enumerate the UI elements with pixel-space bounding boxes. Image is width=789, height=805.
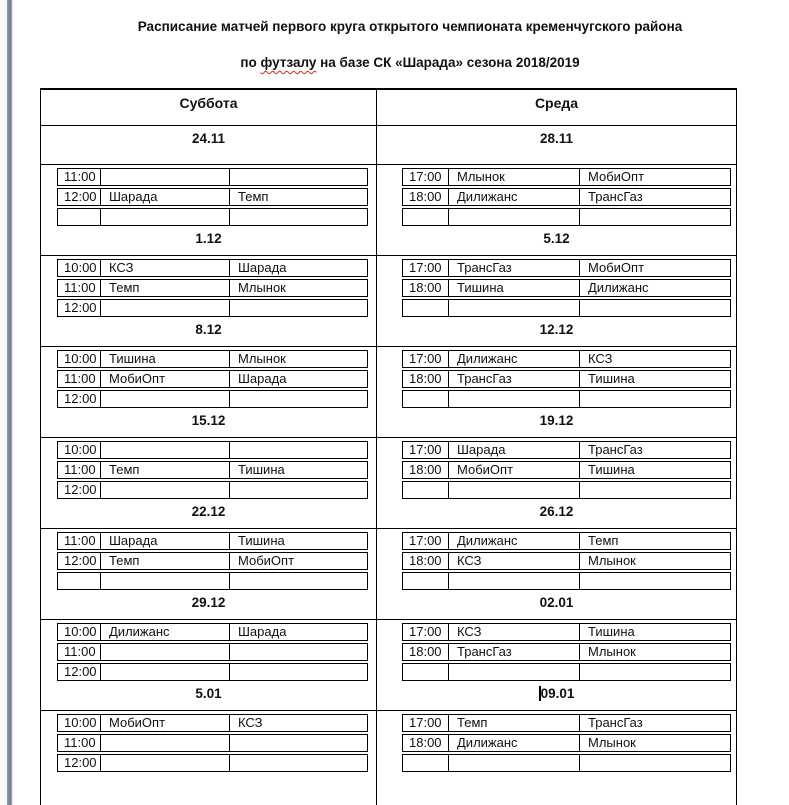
- away-team-cell[interactable]: [229, 572, 368, 590]
- home-team-cell[interactable]: [100, 734, 229, 752]
- date-label[interactable]: 8.12: [195, 322, 222, 337]
- saturday-column-cell: [41, 256, 376, 346]
- home-team-cell[interactable]: [448, 188, 579, 206]
- time-cell[interactable]: 11:00: [57, 168, 100, 186]
- home-team-cell[interactable]: [448, 370, 579, 388]
- team-name: Шарада: [109, 533, 158, 548]
- date-label[interactable]: 15.12: [191, 413, 226, 428]
- match-row: [402, 714, 731, 732]
- match-row: [402, 643, 731, 661]
- match-row: [402, 259, 731, 277]
- time-cell[interactable]: [402, 299, 448, 317]
- away-team-cell[interactable]: [579, 441, 731, 459]
- match-row: [402, 754, 731, 772]
- match-row: [57, 734, 368, 752]
- match-row: [57, 714, 368, 732]
- title-line-2-pre: по: [240, 55, 261, 70]
- time-cell[interactable]: 18:00: [402, 370, 448, 388]
- time-cell[interactable]: 12:00: [57, 481, 100, 499]
- match-row: [57, 552, 368, 570]
- home-team-cell[interactable]: [448, 279, 579, 297]
- time-cell[interactable]: 10:00: [57, 623, 100, 641]
- date-label[interactable]: 5.12: [543, 231, 570, 246]
- team-name: ТрансГаз: [588, 715, 643, 730]
- round-row: [41, 619, 736, 710]
- away-team-cell[interactable]: [579, 350, 731, 368]
- match-row: [57, 350, 368, 368]
- date-label[interactable]: 26.12: [539, 504, 574, 519]
- saturday-column-cell: [41, 438, 376, 528]
- time-cell[interactable]: 12:00: [57, 188, 100, 206]
- match-row: [57, 643, 368, 661]
- home-team-cell[interactable]: [100, 623, 229, 641]
- time-cell[interactable]: 12:00: [57, 754, 100, 772]
- away-team-cell[interactable]: [579, 734, 731, 752]
- away-team-cell[interactable]: [579, 279, 731, 297]
- team-name: Млынок: [588, 553, 636, 568]
- time-cell[interactable]: [402, 481, 448, 499]
- wednesday-header-cell[interactable]: Среда: [376, 90, 736, 125]
- time-cell[interactable]: 12:00: [57, 552, 100, 570]
- time-cell[interactable]: 10:00: [57, 714, 100, 732]
- schedule-table: [40, 88, 737, 805]
- matches-table: [57, 712, 368, 774]
- time-cell[interactable]: 18:00: [402, 734, 448, 752]
- home-team-cell[interactable]: [100, 279, 229, 297]
- round-row: [41, 346, 736, 437]
- home-team-cell[interactable]: [100, 532, 229, 550]
- match-row: [57, 259, 368, 277]
- match-row: [402, 461, 731, 479]
- window-edge: [0, 0, 13, 805]
- home-team-cell[interactable]: [448, 350, 579, 368]
- away-team-cell[interactable]: [229, 188, 368, 206]
- wednesday-column-cell: [376, 256, 736, 346]
- home-team-cell[interactable]: [100, 754, 229, 772]
- team-name: КСЗ: [588, 351, 613, 366]
- round-row: [41, 164, 736, 255]
- saturday-column-cell: [41, 620, 376, 710]
- home-team-cell[interactable]: [100, 208, 229, 226]
- home-team-cell[interactable]: [100, 390, 229, 408]
- team-name: Шарада: [109, 189, 158, 204]
- home-team-cell[interactable]: [448, 168, 579, 186]
- team-name: МобиОпт: [109, 371, 166, 386]
- away-team-cell[interactable]: [579, 208, 731, 226]
- match-row: [402, 532, 731, 550]
- date-label[interactable]: 12.12: [539, 322, 574, 337]
- home-team-cell[interactable]: [448, 208, 579, 226]
- date-label[interactable]: 02.01: [539, 595, 574, 610]
- match-row: [57, 441, 368, 459]
- time-cell[interactable]: 17:00: [402, 532, 448, 550]
- time-cell[interactable]: 17:00: [402, 259, 448, 277]
- schedule-blocks: [41, 164, 736, 805]
- team-name: Млынок: [588, 644, 636, 659]
- date-label[interactable]: 09.01: [540, 686, 575, 702]
- team-name: КСЗ: [109, 260, 134, 275]
- team-name: ТрансГаз: [588, 442, 643, 457]
- title-line-1[interactable]: Расписание матчей первого круга открытого чемпионата кременчугского района: [137, 19, 683, 34]
- away-team-cell[interactable]: [229, 208, 368, 226]
- home-team-cell[interactable]: [448, 532, 579, 550]
- home-team-cell[interactable]: [448, 754, 579, 772]
- team-name: Тишина: [109, 351, 156, 366]
- team-name: ТрансГаз: [457, 260, 512, 275]
- time-cell[interactable]: 17:00: [402, 623, 448, 641]
- away-team-cell[interactable]: [579, 461, 731, 479]
- team-name: МобиОпт: [588, 169, 645, 184]
- time-cell[interactable]: [402, 572, 448, 590]
- time-cell[interactable]: 11:00: [57, 461, 100, 479]
- away-team-cell[interactable]: [579, 552, 731, 570]
- time-cell[interactable]: 17:00: [402, 441, 448, 459]
- round-row: [41, 255, 736, 346]
- match-row: [402, 350, 731, 368]
- team-name: Темп: [588, 533, 619, 548]
- matches-table: [57, 257, 368, 319]
- home-team-cell[interactable]: [100, 370, 229, 388]
- time-cell[interactable]: 10:00: [57, 259, 100, 277]
- match-row: [402, 441, 731, 459]
- team-name: Темп: [109, 280, 140, 295]
- team-name: Темп: [457, 715, 488, 730]
- team-name: Тишина: [588, 462, 635, 477]
- matches-table: [402, 621, 731, 683]
- away-team-cell[interactable]: [579, 481, 731, 499]
- away-team-cell[interactable]: [579, 370, 731, 388]
- home-team-cell[interactable]: [448, 552, 579, 570]
- wednesday-column-cell: [376, 347, 736, 437]
- away-team-cell[interactable]: [579, 714, 731, 732]
- match-row: [57, 532, 368, 550]
- matches-table: [57, 348, 368, 410]
- away-team-cell[interactable]: [229, 714, 368, 732]
- time-cell[interactable]: [402, 754, 448, 772]
- team-name: Темп: [109, 462, 140, 477]
- home-team-cell[interactable]: [448, 623, 579, 641]
- wednesday-column-cell: [376, 438, 736, 528]
- away-team-cell[interactable]: [579, 390, 731, 408]
- match-row: [402, 572, 731, 590]
- date-label[interactable]: 22.12: [191, 504, 226, 519]
- matches-table: [57, 530, 368, 592]
- match-row: [57, 279, 368, 297]
- team-name: Млынок: [238, 351, 286, 366]
- team-name: КСЗ: [238, 715, 263, 730]
- time-cell[interactable]: 18:00: [402, 643, 448, 661]
- home-team-cell[interactable]: [448, 390, 579, 408]
- away-team-cell[interactable]: [579, 643, 731, 661]
- matches-table: [402, 166, 731, 228]
- away-team-cell[interactable]: [229, 481, 368, 499]
- team-name: Темп: [109, 553, 140, 568]
- match-row: [57, 299, 368, 317]
- home-team-cell[interactable]: [448, 461, 579, 479]
- team-name: Шарада: [238, 371, 287, 386]
- home-team-cell[interactable]: [448, 299, 579, 317]
- match-row: [402, 481, 731, 499]
- home-team-cell[interactable]: [448, 714, 579, 732]
- wednesday-column-cell: [376, 529, 736, 619]
- match-row: [57, 208, 368, 226]
- wednesday-column-cell: [376, 165, 736, 255]
- wednesday-column-cell: [376, 620, 736, 710]
- away-team-cell[interactable]: [229, 168, 368, 186]
- home-team-cell[interactable]: [100, 188, 229, 206]
- match-row: [402, 390, 731, 408]
- home-team-cell[interactable]: [100, 350, 229, 368]
- home-team-cell[interactable]: [448, 572, 579, 590]
- team-name: Дилижанс: [588, 280, 649, 295]
- time-cell[interactable]: [402, 208, 448, 226]
- time-cell[interactable]: 11:00: [57, 734, 100, 752]
- time-cell[interactable]: 12:00: [57, 390, 100, 408]
- match-row: [57, 188, 368, 206]
- time-cell[interactable]: 18:00: [402, 279, 448, 297]
- team-name: ТрансГаз: [457, 371, 512, 386]
- round-row: [41, 528, 736, 619]
- away-team-cell[interactable]: [229, 370, 368, 388]
- time-cell[interactable]: 11:00: [57, 279, 100, 297]
- time-cell[interactable]: 12:00: [57, 663, 100, 681]
- time-cell[interactable]: 18:00: [402, 188, 448, 206]
- date-label[interactable]: 29.12: [191, 595, 226, 610]
- away-team-cell[interactable]: [229, 390, 368, 408]
- time-cell[interactable]: [402, 663, 448, 681]
- team-name: ТрансГаз: [457, 644, 512, 659]
- matches-table: [402, 439, 731, 501]
- away-team-cell[interactable]: [229, 441, 368, 459]
- team-name: Млынок: [588, 735, 636, 750]
- saturday-column-cell: [41, 529, 376, 619]
- match-row: [57, 572, 368, 590]
- team-name: Тишина: [588, 371, 635, 386]
- time-cell[interactable]: 11:00: [57, 532, 100, 550]
- round-row: [41, 437, 736, 528]
- team-name: КСЗ: [457, 553, 482, 568]
- team-name: Тишина: [238, 462, 285, 477]
- date-label[interactable]: 24.11: [191, 131, 226, 146]
- text-cursor: [539, 686, 541, 701]
- away-team-cell[interactable]: [579, 663, 731, 681]
- home-team-cell[interactable]: [100, 481, 229, 499]
- matches-table: [57, 621, 368, 683]
- saturday-column-cell: [41, 347, 376, 437]
- away-team-cell[interactable]: [229, 532, 368, 550]
- matches-table: [402, 257, 731, 319]
- away-team-cell[interactable]: [229, 663, 368, 681]
- match-row: [402, 279, 731, 297]
- match-row: [402, 623, 731, 641]
- team-name: Дилижанс: [457, 533, 518, 548]
- home-team-cell[interactable]: [448, 663, 579, 681]
- match-row: [402, 188, 731, 206]
- away-team-cell[interactable]: [229, 299, 368, 317]
- team-name: Млынок: [238, 280, 286, 295]
- away-team-cell[interactable]: [229, 259, 368, 277]
- away-team-cell[interactable]: [229, 754, 368, 772]
- away-team-cell[interactable]: [229, 279, 368, 297]
- home-team-cell[interactable]: [100, 663, 229, 681]
- away-team-cell[interactable]: [229, 643, 368, 661]
- time-cell[interactable]: 17:00: [402, 168, 448, 186]
- match-row: [402, 370, 731, 388]
- time-cell[interactable]: 11:00: [57, 370, 100, 388]
- away-team-cell[interactable]: [229, 461, 368, 479]
- first-date-row: [41, 126, 736, 164]
- team-name: МобиОпт: [457, 462, 514, 477]
- team-name: Темп: [238, 189, 269, 204]
- time-cell[interactable]: [57, 208, 100, 226]
- title-line-2-post: на базе СК «Шарада» сезона 2018/2019: [316, 55, 580, 70]
- away-team-cell[interactable]: [229, 623, 368, 641]
- team-name: Тишина: [588, 624, 635, 639]
- saturday-header-cell[interactable]: Суббота: [179, 95, 238, 111]
- team-name: МобиОпт: [588, 260, 645, 275]
- weekday-header-row: [41, 90, 736, 126]
- match-row: [402, 168, 731, 186]
- matches-table: [402, 348, 731, 410]
- date-label[interactable]: 19.12: [539, 413, 574, 428]
- wednesday-column-cell: [376, 711, 736, 805]
- time-cell[interactable]: 12:00: [57, 299, 100, 317]
- matches-table: [402, 530, 731, 592]
- away-team-cell[interactable]: [579, 168, 731, 186]
- team-name: Шарада: [457, 442, 506, 457]
- time-cell[interactable]: [402, 390, 448, 408]
- matches-table: [57, 439, 368, 501]
- home-team-cell[interactable]: [100, 714, 229, 732]
- away-team-cell[interactable]: [579, 259, 731, 277]
- match-row: [402, 663, 731, 681]
- match-row: [402, 734, 731, 752]
- home-team-cell[interactable]: [100, 572, 229, 590]
- saturday-column-cell: [41, 165, 376, 255]
- match-row: [57, 390, 368, 408]
- date-label[interactable]: 5.01: [195, 686, 222, 701]
- home-team-cell[interactable]: [100, 552, 229, 570]
- home-team-cell[interactable]: [100, 461, 229, 479]
- home-team-cell[interactable]: [448, 441, 579, 459]
- date-label[interactable]: 1.12: [195, 231, 222, 246]
- home-team-cell[interactable]: [448, 734, 579, 752]
- time-cell[interactable]: 11:00: [57, 643, 100, 661]
- matches-table: [57, 166, 368, 228]
- team-name: КСЗ: [457, 624, 482, 639]
- away-team-cell[interactable]: [579, 754, 731, 772]
- team-name: Дилижанс: [457, 189, 518, 204]
- matches-table: [402, 712, 731, 774]
- match-row: [57, 168, 368, 186]
- team-name: МобиОпт: [109, 715, 166, 730]
- document-title: [40, 18, 780, 72]
- match-row: [57, 623, 368, 641]
- time-cell[interactable]: 17:00: [402, 714, 448, 732]
- away-team-cell[interactable]: [579, 532, 731, 550]
- team-name: Тишина: [238, 533, 285, 548]
- away-team-cell[interactable]: [579, 299, 731, 317]
- team-name: Шарада: [238, 260, 287, 275]
- home-team-cell[interactable]: [448, 643, 579, 661]
- home-team-cell[interactable]: [100, 299, 229, 317]
- away-team-cell[interactable]: [579, 572, 731, 590]
- match-row: [57, 481, 368, 499]
- match-row: [402, 552, 731, 570]
- time-cell[interactable]: 10:00: [57, 350, 100, 368]
- away-team-cell[interactable]: [229, 734, 368, 752]
- home-team-cell[interactable]: [100, 259, 229, 277]
- away-team-cell[interactable]: [229, 350, 368, 368]
- away-team-cell[interactable]: [229, 552, 368, 570]
- time-cell[interactable]: 18:00: [402, 552, 448, 570]
- team-name: Шарада: [238, 624, 287, 639]
- match-row: [402, 208, 731, 226]
- home-team-cell[interactable]: [448, 259, 579, 277]
- time-cell[interactable]: [57, 572, 100, 590]
- team-name: МобиОпт: [238, 553, 295, 568]
- match-row: [57, 370, 368, 388]
- team-name: Тишина: [457, 280, 504, 295]
- home-team-cell[interactable]: [100, 643, 229, 661]
- home-team-cell[interactable]: [100, 168, 229, 186]
- time-cell[interactable]: 18:00: [402, 461, 448, 479]
- date-label[interactable]: 28.11: [376, 126, 736, 164]
- team-name: ТрансГаз: [588, 189, 643, 204]
- title-line-2[interactable]: [40, 54, 780, 72]
- team-name: Дилижанс: [457, 735, 518, 750]
- round-row: [41, 710, 736, 805]
- saturday-column-cell: [41, 711, 376, 805]
- team-name: Дилижанс: [457, 351, 518, 366]
- time-cell[interactable]: 10:00: [57, 441, 100, 459]
- home-team-cell[interactable]: [448, 481, 579, 499]
- match-row: [57, 754, 368, 772]
- team-name: Млынок: [457, 169, 505, 184]
- time-cell[interactable]: 17:00: [402, 350, 448, 368]
- away-team-cell[interactable]: [579, 623, 731, 641]
- title-misspelled-word: футзалу: [260, 55, 317, 70]
- away-team-cell[interactable]: [579, 188, 731, 206]
- team-name: Дилижанс: [109, 624, 170, 639]
- home-team-cell[interactable]: [100, 441, 229, 459]
- match-row: [57, 461, 368, 479]
- match-row: [57, 663, 368, 681]
- match-row: [402, 299, 731, 317]
